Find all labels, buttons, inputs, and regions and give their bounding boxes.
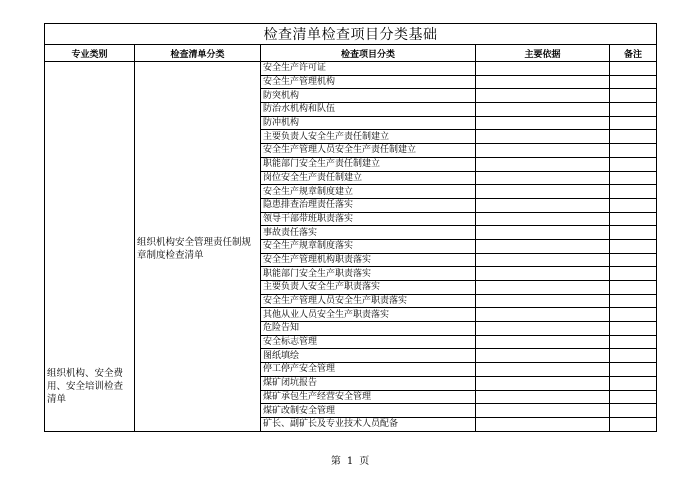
remark-cell [610,349,657,363]
remark-cell [610,226,657,240]
remark-cell [610,335,657,349]
item-category-cell: 防突机构 [261,89,476,103]
main-basis-cell [476,75,610,89]
header-major-category: 专业类别 [45,45,135,62]
remark-cell [610,144,657,158]
item-category-cell: 隐患排查治理责任落实 [261,198,476,212]
main-basis-cell [476,349,610,363]
main-basis-cell [476,144,610,158]
remark-cell [610,253,657,267]
main-basis-cell [476,239,610,253]
item-category-cell: 防冲机构 [261,116,476,130]
footer-suffix: 页 [359,456,370,467]
main-basis-cell [476,390,610,404]
item-category-cell: 图纸填绘 [261,349,476,363]
item-category-cell: 矿长、副矿长及专业技术人员配备 [261,417,476,431]
item-category-cell: 职能部门安全生产职责落实 [261,267,476,281]
item-category-cell: 事故责任落实 [261,226,476,240]
remark-cell [610,62,657,76]
remark-cell [610,130,657,144]
item-category-cell: 安全生产规章制度落实 [261,239,476,253]
table-body [45,62,657,432]
main-basis-cell [476,62,610,76]
remark-cell [610,267,657,281]
remark-cell [610,212,657,226]
main-basis-cell [476,322,610,336]
item-category-cell: 其他从业人员安全生产职责落实 [261,308,476,322]
list-category-cell: 组织机构安全管理责任制规章制度检查清单 [135,62,261,432]
item-category-cell: 领导干部带班职责落实 [261,212,476,226]
major-category-cell: 组织机构、安全费用、安全培训检查清单 [45,62,135,432]
footer-page-number: 1 [346,456,354,467]
main-basis-cell [476,267,610,281]
remark-cell [610,390,657,404]
item-category-cell: 职能部门安全生产责任制建立 [261,157,476,171]
remark-cell [610,185,657,199]
main-basis-cell [476,171,610,185]
main-basis-cell [476,116,610,130]
main-basis-cell [476,185,610,199]
main-basis-cell [476,226,610,240]
main-basis-cell [476,281,610,295]
remark-cell [610,308,657,322]
item-category-cell: 煤矿改制安全管理 [261,404,476,418]
main-basis-cell [476,157,610,171]
remark-cell [610,281,657,295]
item-category-cell: 煤矿承包生产经营安全管理 [261,390,476,404]
main-basis-cell [476,212,610,226]
main-basis-cell [476,130,610,144]
item-category-cell: 危险告知 [261,322,476,336]
item-category-cell: 安全生产管理机构 [261,75,476,89]
checklist-table [44,23,657,432]
item-category-cell: 主要负责人安全生产职责落实 [261,281,476,295]
main-basis-cell [476,417,610,431]
main-basis-cell [476,363,610,377]
page-footer [0,452,700,467]
item-category-cell: 岗位安全生产责任制建立 [261,171,476,185]
item-category-cell: 安全生产管理人员安全生产责任制建立 [261,144,476,158]
main-basis-cell [476,103,610,117]
spreadsheet-page [44,23,656,432]
item-category-cell: 防治水机构和队伍 [261,103,476,117]
main-basis-cell [476,253,610,267]
item-category-cell: 主要负责人安全生产责任制建立 [261,130,476,144]
item-category-cell: 停工停产安全管理 [261,363,476,377]
remark-cell [610,376,657,390]
main-basis-cell [476,376,610,390]
item-category-cell: 安全生产管理机构职责落实 [261,253,476,267]
remark-cell [610,116,657,130]
footer-prefix: 第 [330,456,341,467]
item-category-cell: 安全生产许可证 [261,62,476,76]
remark-cell [610,89,657,103]
remark-cell [610,404,657,418]
header-main-basis: 主要依据 [476,45,610,62]
remark-cell [610,198,657,212]
item-category-cell: 安全标志管理 [261,335,476,349]
header-remark: 备注 [610,45,657,62]
main-basis-cell [476,89,610,103]
remark-cell [610,239,657,253]
item-category-cell: 安全生产规章制度建立 [261,185,476,199]
remark-cell [610,103,657,117]
main-basis-cell [476,308,610,322]
header-list-category: 检查清单分类 [135,45,261,62]
remark-cell [610,417,657,431]
main-basis-cell [476,198,610,212]
item-category-cell: 安全生产管理人员安全生产职责落实 [261,294,476,308]
remark-cell [610,322,657,336]
header-item-category: 检查项目分类 [261,45,476,62]
main-basis-cell [476,335,610,349]
remark-cell [610,363,657,377]
main-basis-cell [476,294,610,308]
remark-cell [610,294,657,308]
remark-cell [610,75,657,89]
item-category-cell: 煤矿闭坑报告 [261,376,476,390]
table-row [45,62,657,76]
sheet-title: 检查清单检查项目分类基础 [45,24,657,45]
remark-cell [610,157,657,171]
remark-cell [610,171,657,185]
main-basis-cell [476,404,610,418]
